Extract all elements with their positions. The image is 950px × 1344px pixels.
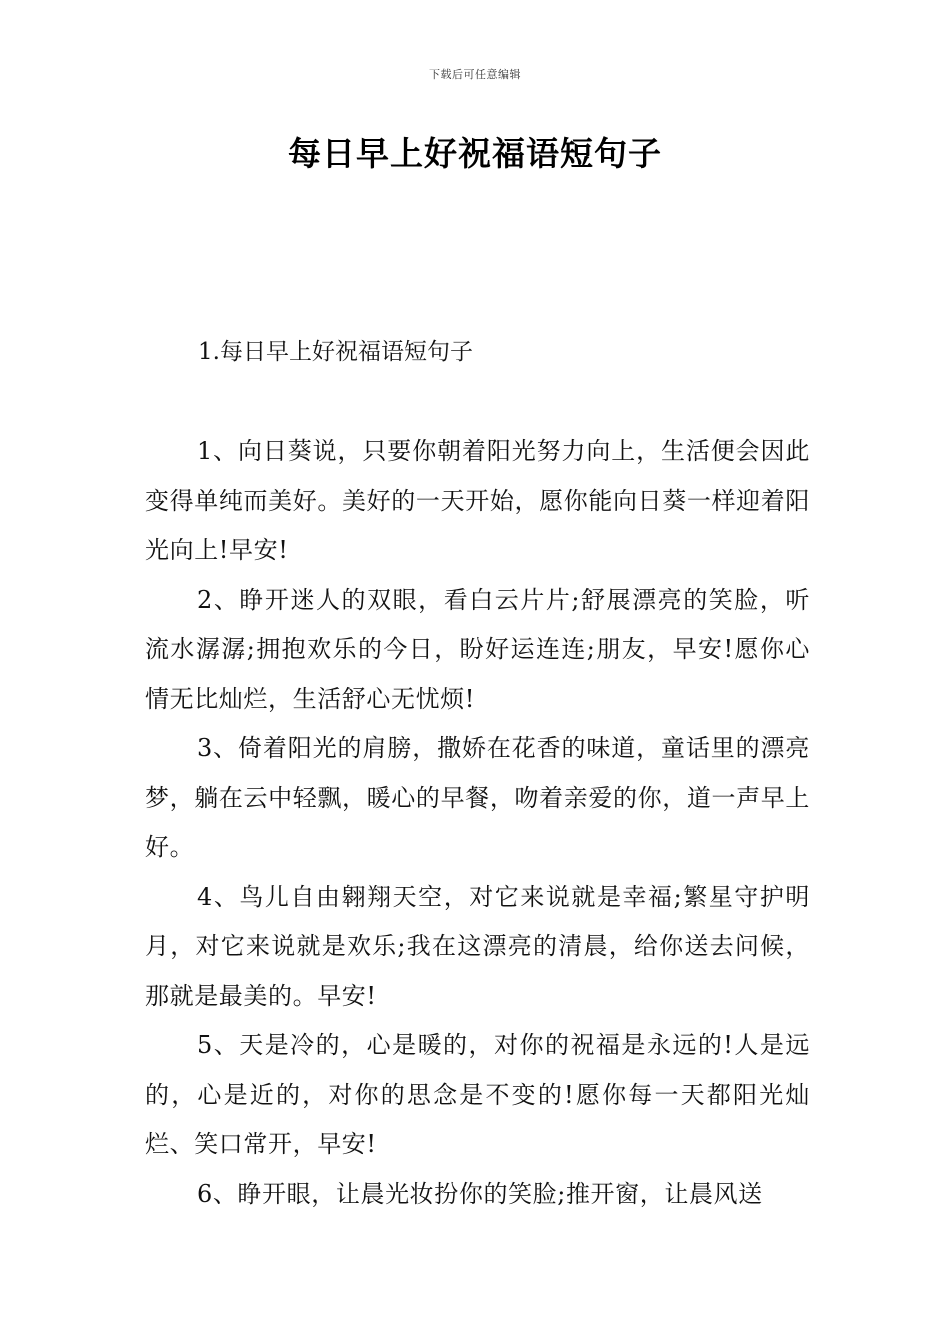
document-title: 每日早上好祝福语短句子 [288, 134, 662, 173]
document-body [145, 427, 810, 1219]
paragraph: 6、睁开眼，让晨光妆扮你的笑脸;推开窗，让晨风送 [197, 1179, 763, 1208]
paragraph: 2、睁开迷人的双眼，看白云片片;舒展漂亮的笑脸，听流水潺潺;拥抱欢乐的今日，盼好运连连;朋友，早安!愿你心情无比灿烂，生活舒心无忧烦! [145, 585, 810, 713]
paragraph: 3、倚着阳光的肩膀，撒娇在花香的味道，童话里的漂亮梦，躺在云中轻飘，暖心的早餐，吻着亲爱的你，道一声早上好。 [145, 734, 810, 861]
paragraph: 1、向日葵说，只要你朝着阳光努力向上，生活便会因此变得单纯而美好。美好的一天开始，愿你能向日葵一样迎着阳光向上!早安! [145, 437, 810, 564]
section-heading: 1.每日早上好祝福语短句子 [198, 339, 473, 365]
header-note: 下载后可任意编辑 [429, 68, 521, 81]
paragraph: 5、天是冷的，心是暖的，对你的祝福是永远的!人是远的，心是近的，对你的思念是不变的!愿你每一天都阳光灿烂、笑口常开，早安! [145, 1031, 810, 1158]
paragraph: 4、鸟儿自由翱翔天空，对它来说就是幸福;繁星守护明月，对它来说就是欢乐;我在这漂亮的清晨，给你送去问候，那就是最美的。早安! [145, 882, 810, 1010]
